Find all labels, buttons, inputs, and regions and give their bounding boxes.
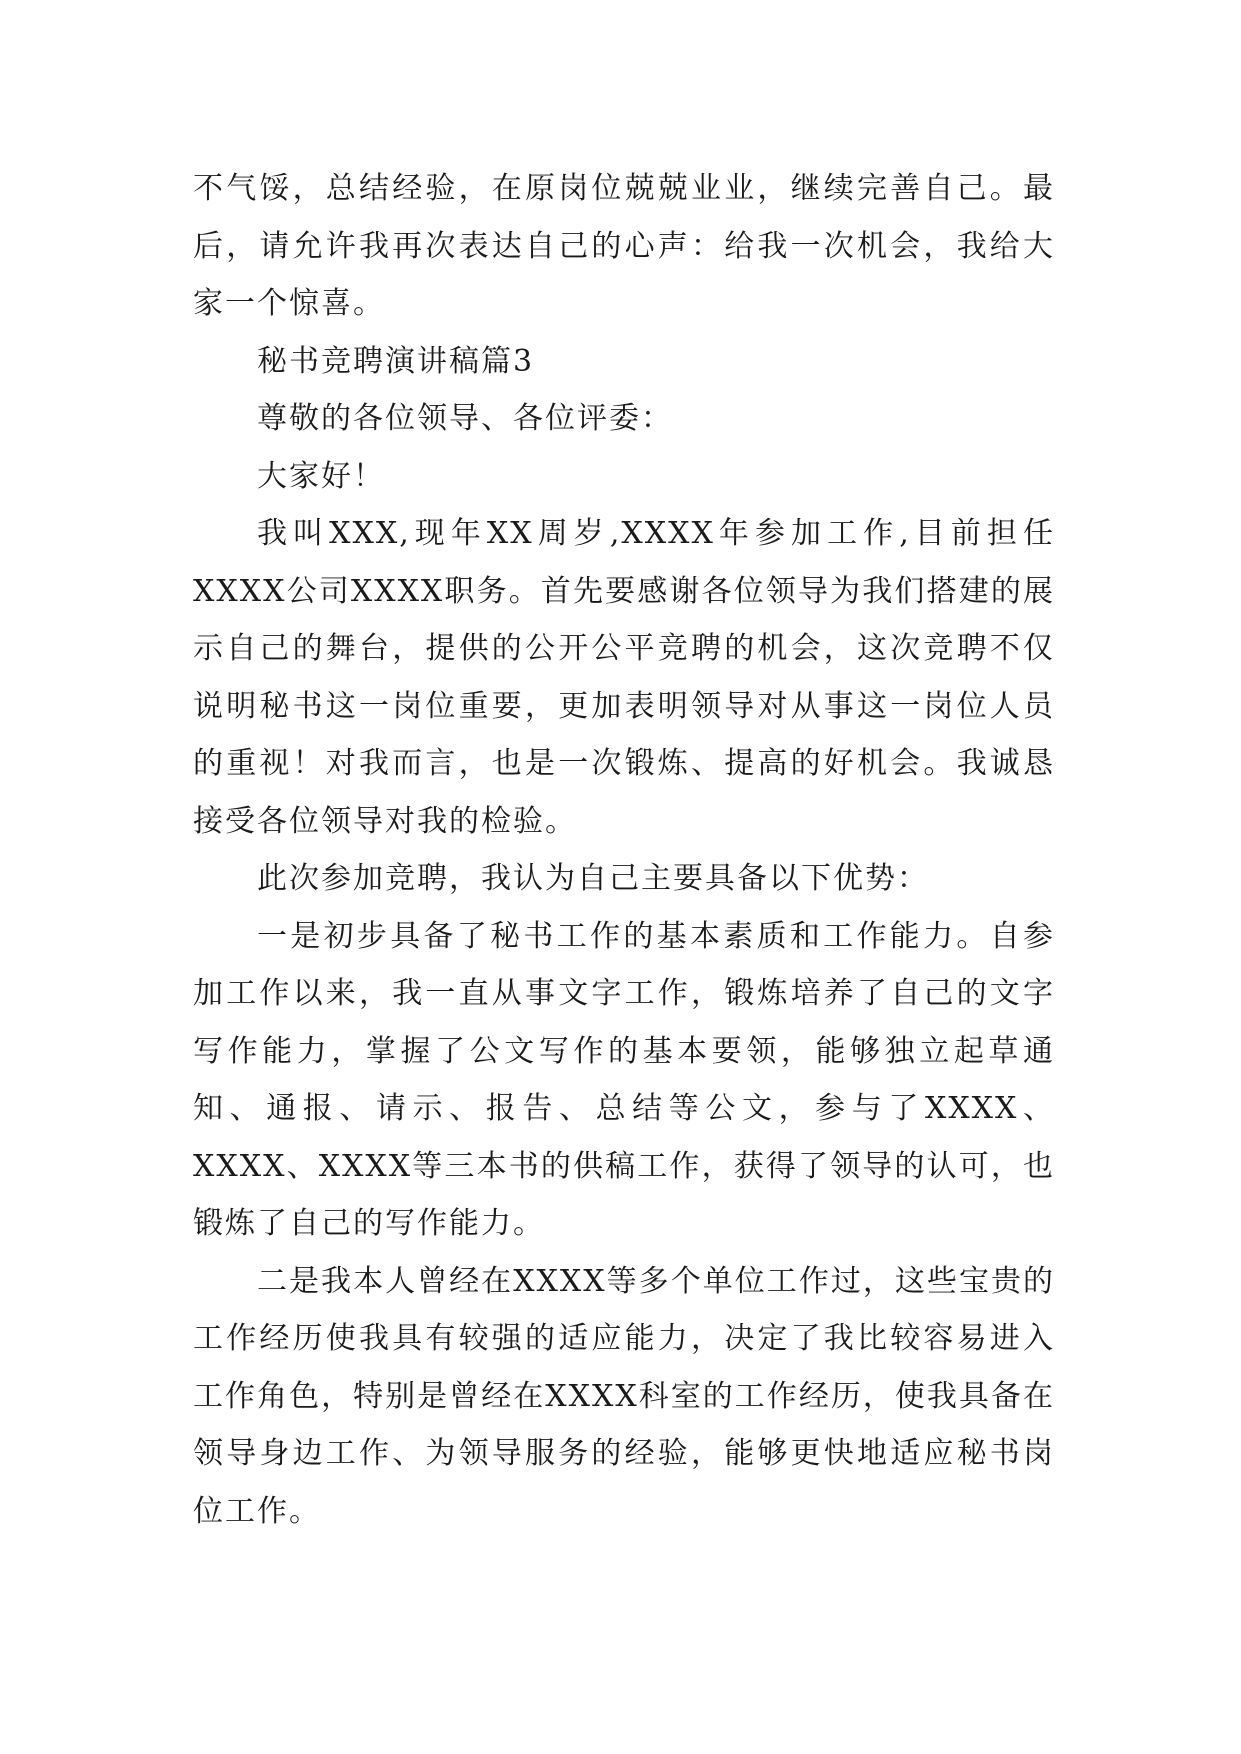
paragraph-1: 不气馁，总结经验，在原岗位兢兢业业，继续完善自己。最后，请允许我再次表达自己的心声：给我一次机会，我给大家一个惊喜。: [193, 171, 1055, 321]
paragraph-advantages-lead: 此次参加竞聘，我认为自己主要具备以下优势：: [257, 861, 929, 896]
paragraph-advantage-2: 二是我本人曾经在XXXX等多个单位工作过，这些宝贵的工作经历使我具有较强的适应能力，决定了我比较容易进入工作角色，特别是曾经在XXXX科室的工作经历，使我具备在领导身边工作、为领导服务的经验，能够更快地适应秘书岗位工作。: [193, 1263, 1055, 1529]
paragraph-intro: 我叫XXX,现年XX周岁,XXXX年参加工作,目前担任XXXX公司XXXX职务。首先要感谢各位领导为我们搭建的展示自己的舞台，提供的公开公平竞聘的机会，这次竞聘不仅说明秘书这一岗位重要，更加表明领导对从事这一岗位人员的重视！对我而言，也是一次锻炼、提高的好机会。我诚恳接受各位领导对我的检验。: [193, 516, 1055, 839]
paragraph-advantage-1: 一是初步具备了秘书工作的基本素质和工作能力。自参加工作以来，我一直从事文字工作，锻炼培养了自己的文字写作能力，掌握了公文写作的基本要领，能够独立起草通知、通报、请示、报告、总结等公文，参与了XXXX、XXXX、XXXX等三本书的供稿工作，获得了领导的认可，也锻炼了自己的写作能力。: [193, 918, 1055, 1241]
section-heading: 秘书竞聘演讲稿篇3: [257, 343, 535, 379]
salutation: 尊敬的各位领导、各位评委：: [257, 401, 673, 436]
greeting: 大家好！: [257, 458, 385, 494]
document-page: [193, 160, 1055, 1540]
